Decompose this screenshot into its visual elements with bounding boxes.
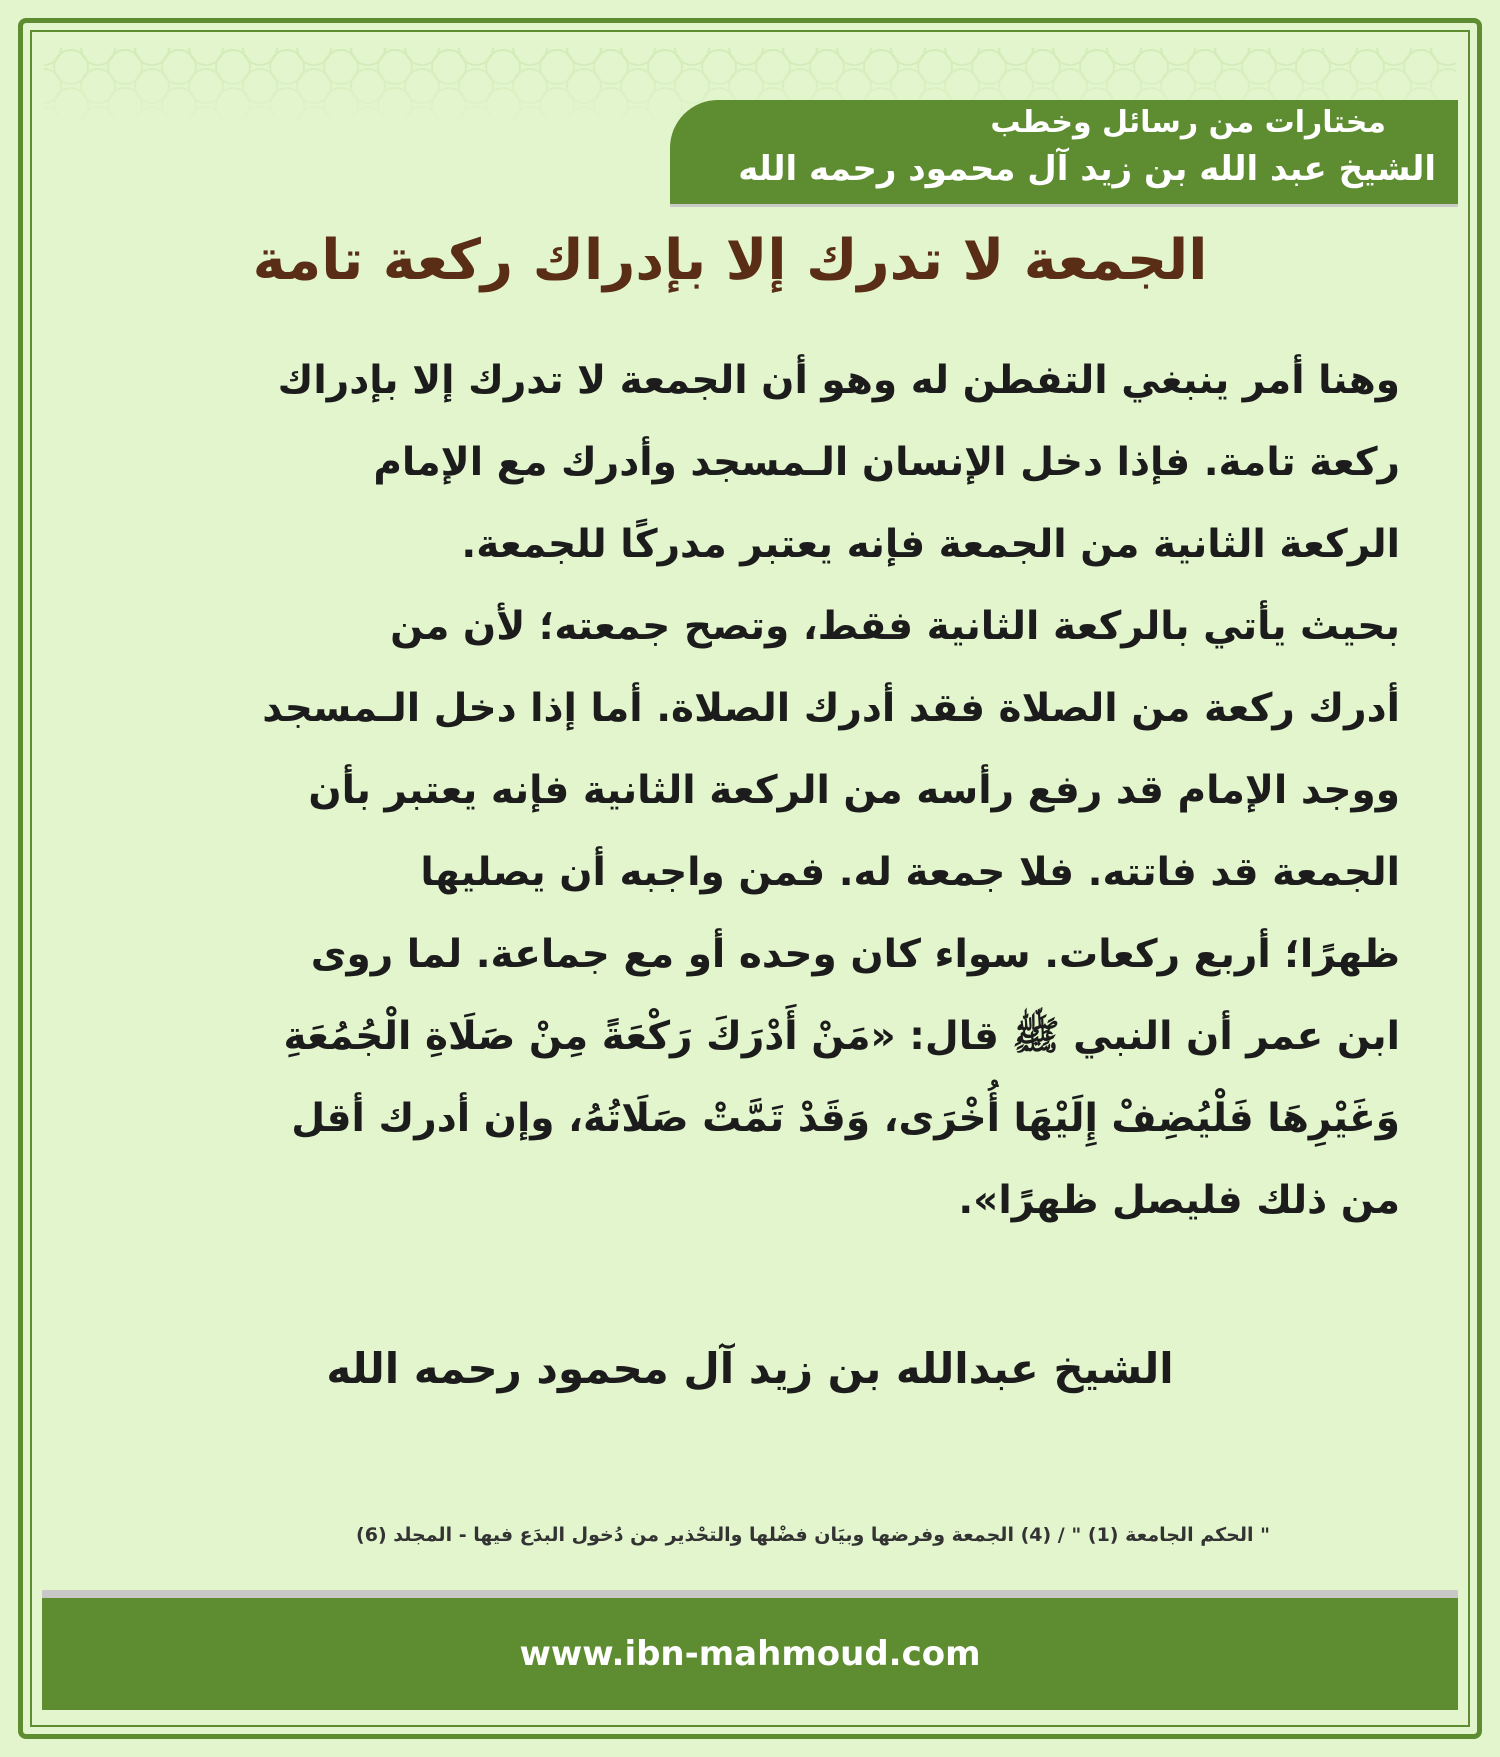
body-line: الركعة الثانية من الجمعة فإنه يعتبر مدركًا للجمعة. [461, 522, 1400, 567]
header-author: الشيخ عبد الله بن زيد آل محمود رحمه الله [738, 149, 1436, 189]
header-banner [670, 100, 1458, 204]
footer-bar [42, 1598, 1458, 1710]
source-reference: " الحكم الجامعة (1) " / (4) الجمعة وفرضها وبيَان فضْلها والتحْذير من دُخول البدَع فيها - المجلد (6) [356, 1524, 1270, 1546]
body-line: من ذلك فليصل ظهرًا». [958, 1178, 1400, 1223]
author-signature: الشيخ عبدالله بن زيد آل محمود رحمه الله [326, 1344, 1174, 1393]
body-line: وَغَيْرِهَا فَلْيُضِفْ إِلَيْهَا أُخْرَى، وَقَدْ تَمَّتْ صَلَاتُهُ، وإن أدرك أقل [291, 1096, 1400, 1141]
body-line: أدرك ركعة من الصلاة فقد أدرك الصلاة. أما إذا دخل الـمسجد [262, 686, 1400, 731]
footer-divider [42, 1590, 1458, 1598]
website-link[interactable]: www.ibn-mahmoud.com [519, 1634, 981, 1674]
body-line: وهنا أمر ينبغي التفطن له وهو أن الجمعة لا تدرك إلا بإدراك [277, 358, 1400, 403]
body-line: الجمعة قد فاتته. فلا جمعة له. فمن واجبه أن يصليها [420, 850, 1400, 895]
body-line: ابن عمر أن النبي ﷺ قال: «مَنْ أَدْرَكَ رَكْعَةً مِنْ صَلَاةِ الْجُمُعَةِ [283, 1014, 1400, 1059]
article-body [122, 340, 1400, 1242]
body-line: ركعة تامة. فإذا دخل الإنسان الـمسجد وأدرك مع الإمام [373, 440, 1400, 485]
body-line: ظهرًا؛ أربع ركعات. سواء كان وحده أو مع جماعة. لما روى [310, 932, 1400, 977]
page-title: الجمعة لا تدرك إلا بإدراك ركعة تامة [252, 228, 1208, 293]
body-line: بحيث يأتي بالركعة الثانية فقط، وتصح جمعته؛ لأن من [390, 604, 1400, 649]
header-subtitle: مختارات من رسائل وخطب [990, 105, 1386, 140]
body-line: ووجد الإمام قد رفع رأسه من الركعة الثانية فإنه يعتبر بأن [308, 768, 1400, 813]
